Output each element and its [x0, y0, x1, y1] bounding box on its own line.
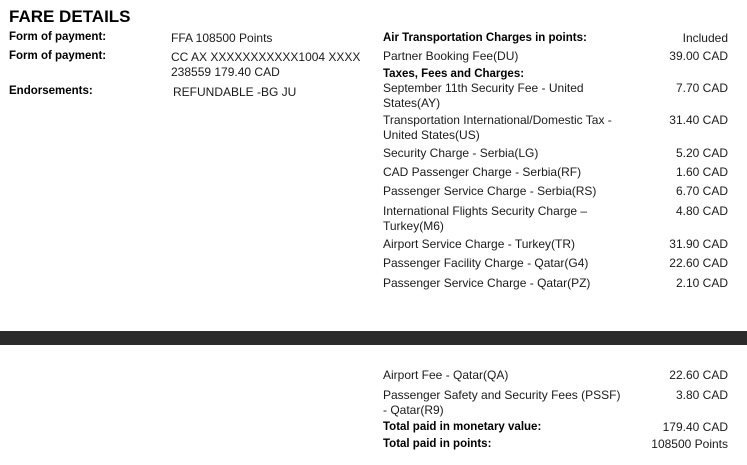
air-transportation-value: Included — [682, 31, 728, 45]
charge-amount: 4.80 CAD — [675, 204, 728, 218]
charge-label: CAD Passenger Charge - Serbia(RF) — [383, 165, 582, 179]
partner-booking-label: Partner Booking Fee(DU) — [383, 49, 519, 63]
total-money-value: 179.40 CAD — [662, 420, 728, 434]
charge-amount: 1.60 CAD — [675, 165, 728, 179]
charge-amount: 31.90 CAD — [669, 237, 728, 251]
charge-amount: 5.20 CAD — [675, 146, 728, 160]
charge-label: Airport Fee - Qatar(QA) — [383, 368, 509, 382]
partner-booking-row — [383, 49, 728, 64]
charge-row — [383, 184, 728, 199]
charge-row — [383, 81, 728, 111]
form-of-payment-value-1: FFA 108500 Points — [171, 31, 273, 45]
charge-label: Transportation International/Domestic Tax - United States(US) — [383, 113, 612, 142]
fare-details-title: FARE DETAILS — [9, 7, 131, 26]
charge-label: International Flights Security Charge – Turkey(M6) — [383, 204, 588, 233]
charge-label: Airport Service Charge - Turkey(TR) — [383, 237, 576, 251]
form-of-payment-label-1: Form of payment: — [9, 31, 107, 43]
total-points-label: Total paid in points: — [383, 438, 492, 450]
charge-label: Passenger Service Charge - Qatar(PZ) — [383, 276, 591, 290]
air-transportation-row — [383, 31, 728, 46]
charge-row — [383, 276, 728, 291]
charge-label: Passenger Facility Charge - Qatar(G4) — [383, 256, 589, 270]
charge-amount: 3.80 CAD — [675, 388, 728, 402]
air-transportation-label: Air Transportation Charges in points: — [383, 32, 587, 44]
charge-amount: 22.60 CAD — [669, 256, 728, 270]
charge-label: Passenger Safety and Security Fees (PSSF) - Qatar(R9) — [383, 388, 621, 417]
charge-amount: 6.70 CAD — [675, 184, 728, 198]
partner-booking-value: 39.00 CAD — [669, 49, 728, 63]
charge-amount: 7.70 CAD — [675, 81, 728, 95]
charge-label: Passenger Service Charge - Serbia(RS) — [383, 184, 597, 198]
charge-amount: 2.10 CAD — [675, 276, 728, 290]
charge-label: Security Charge - Serbia(LG) — [383, 146, 539, 160]
charge-row — [383, 388, 728, 418]
charge-row — [383, 165, 728, 180]
charge-row — [383, 237, 728, 252]
taxes-heading: Taxes, Fees and Charges: — [383, 68, 525, 80]
total-money-label: Total paid in monetary value: — [383, 421, 542, 433]
form-of-payment-label-2: Form of payment: — [9, 50, 107, 62]
charge-amount: 31.40 CAD — [669, 113, 728, 127]
endorsements-value: REFUNDABLE -BG JU — [173, 85, 297, 99]
endorsements-label: Endorsements: — [9, 85, 93, 97]
page-break-band — [0, 331, 747, 345]
charge-row — [383, 368, 728, 383]
charge-row — [383, 146, 728, 161]
charge-amount: 22.60 CAD — [669, 368, 728, 382]
charge-label: September 11th Security Fee - United States(AY) — [383, 81, 584, 110]
charge-row — [383, 204, 728, 234]
form-of-payment-value-2: CC AX XXXXXXXXXXX1004 XXXX 238559 179.40 CAD — [171, 50, 361, 79]
total-points-value: 108500 Points — [651, 437, 728, 451]
charge-row — [383, 113, 728, 143]
total-points-row — [383, 437, 728, 452]
charge-row — [383, 256, 728, 271]
taxes-heading-row — [383, 67, 728, 82]
total-money-row — [383, 420, 728, 435]
